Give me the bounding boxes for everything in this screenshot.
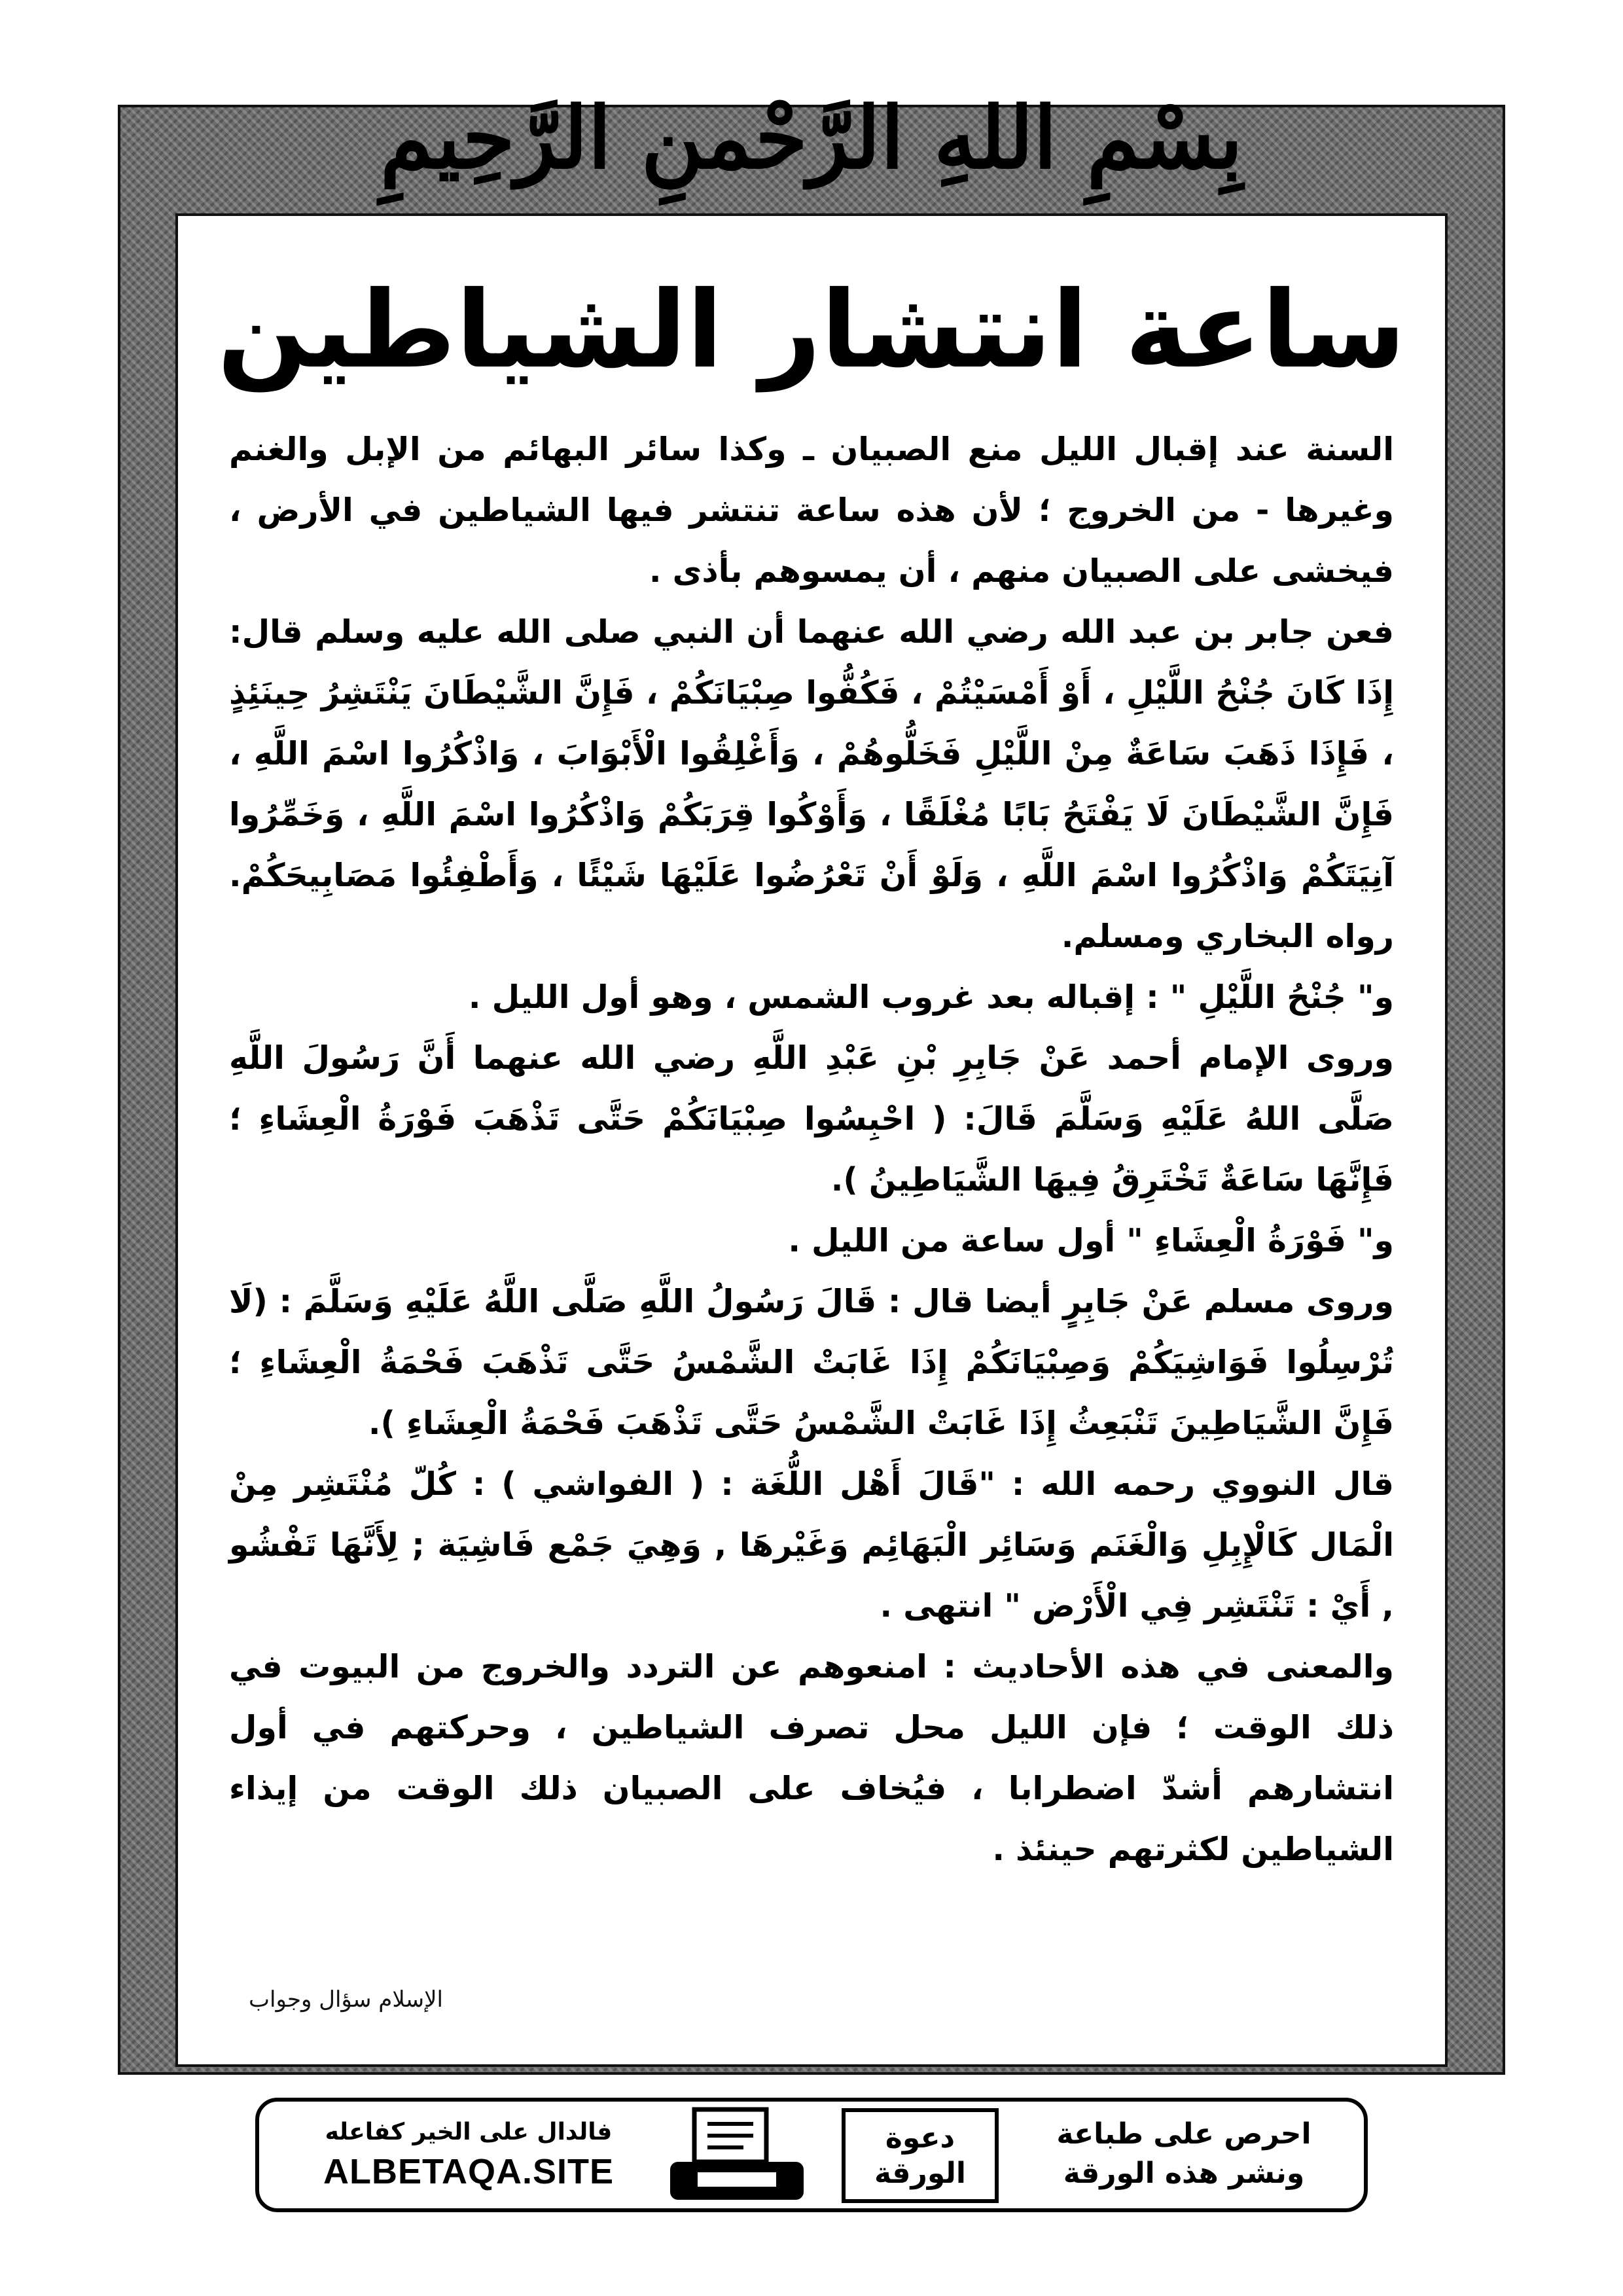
page-title: ساعة انتشار الشياطين: [217, 269, 1406, 392]
paragraph: وروى الإمام أحمد عَنْ جَابِرِ بْنِ عَبْدِ اللَّهِ رضي الله عنهما أَنَّ رَسُولَ اللَّهِ صَلَّى اللهُ عَلَيْهِ وَسَلَّمَ قَالَ: ( احْبِسُوا صِبْيَانَكُمْ حَتَّى تَذْهَبَ فَوْرَةُ الْعِشَاءِ ؛ فَإِنَّهَا سَاعَةٌ تَخْتَرِقُ فِيهَا الشَّيَاطِينُ ).: [229, 1039, 1394, 1198]
print-appeal: [1043, 2115, 1325, 2193]
paragraph: فعن جابر بن عبد الله رضي الله عنهما أن النبي صلى الله عليه وسلم قال: إِذَا كَانَ جُنْحُ اللَّيْلِ ، أَوْ أَمْسَيْتُمْ ، فَكُفُّوا صِبْيَانَكُمْ ، فَإِنَّ الشَّيْطَانَ يَنْتَشِرُ حِينَئِذٍ ، فَإِذَا ذَهَبَ سَاعَةٌ مِنْ اللَّيْلِ فَخَلُّوهُمْ ، وَأَغْلِقُوا الْأَبْوَابَ ، وَاذْكُرُوا اسْمَ اللَّهِ ، فَإِنَّ الشَّيْطَانَ لَا يَفْتَحُ بَابًا مُغْلَقًا ، وَأَوْكُوا قِرَبَكُمْ وَاذْكُرُوا اسْمَ اللَّهِ ، وَخَمِّرُوا آنِيَتَكُمْ وَاذْكُرُوا اسْمَ اللَّهِ ، وَلَوْ أَنْ تَعْرُضُوا عَلَيْهَا شَيْئًا ، وَأَطْفِئُوا مَصَابِيحَكُمْ. رواه البخاري ومسلم.: [229, 613, 1394, 955]
tagline: فالدال على الخير كفاعله: [325, 2119, 613, 2145]
print-appeal-line: ونشر هذه الورقة: [1063, 2157, 1305, 2190]
paragraph: قال النووي رحمه الله : "قَالَ أَهْل اللُّغَة : ( الفواشي ) : كُلّ مُنْتَشِر مِنْ الْمَال كَالْإِبِلِ وَالْغَنَم وَسَائِر الْبَهَائِم وَغَيْرهَا , وَهِيَ جَمْع فَاشِيَة ; لِأَنَّهَا تَفْشُو , أَيْ : تَنْتَشِر فِي الْأَرْض " انتهى .: [229, 1465, 1394, 1624]
article-body: [229, 419, 1394, 1880]
paragraph: السنة عند إقبال الليل منع الصبيان ـ وكذا سائر البهائم من الإبل والغنم وغيرها - من الخروج ؛ لأن هذه ساعة تنتشر فيها الشياطين في الأرض ، فيخشى على الصبيان منهم ، أن يمسوهم بأذى .: [229, 431, 1394, 590]
site-block: [298, 2113, 639, 2192]
printer-icon: [665, 2107, 809, 2205]
site-link[interactable]: ALBETAQA.SITE: [323, 2152, 614, 2191]
dawah-logo: [842, 2108, 999, 2203]
source-citation: الإسلام سؤال وجواب: [249, 1986, 443, 2013]
paragraph: و" فَوْرَةُ الْعِشَاءِ " أول ساعة من الليل .: [788, 1222, 1394, 1259]
logo-text: الورقة: [874, 2156, 967, 2190]
paragraph: وروى مسلم عَنْ جَابِرٍ أيضا قال : قَالَ رَسُولُ اللَّهِ صَلَّى اللَّهُ عَلَيْهِ وَسَلَّمَ : (لَا تُرْسِلُوا فَوَاشِيَكُمْ وَصِبْيَانَكُمْ إِذَا غَابَتْ الشَّمْسُ حَتَّى تَذْهَبَ فَحْمَةُ الْعِشَاءِ ؛ فَإِنَّ الشَّيَاطِينَ تَنْبَعِثُ إِذَا غَابَتْ الشَّمْسُ حَتَّى تَذْهَبَ فَحْمَةُ الْعِشَاءِ ).: [229, 1283, 1394, 1442]
paragraph: و" جُنْحُ اللَّيْلِ " : إقباله بعد غروب الشمس ، وهو أول الليل .: [468, 978, 1394, 1016]
footer-banner: [255, 2098, 1368, 2212]
paragraph: والمعنى في هذه الأحاديث : امنعوهم عن التردد والخروج من البيوت في ذلك الوقت ؛ فإن الليل محل تصرف الشياطين ، وحركتهم في أول انتشارهم أشدّ اضطرابا ، فيُخاف على الصبيان ذلك الوقت من إيذاء الشياطين لكثرتهم حينئذ .: [229, 1648, 1394, 1868]
print-appeal-line: احرص على طباعة: [1056, 2117, 1311, 2151]
logo-text: دعوة: [885, 2121, 955, 2155]
basmala-calligraphy: بِسْمِ اللهِ الرَّحْمنِ الرَّحِيمِ: [380, 87, 1243, 188]
